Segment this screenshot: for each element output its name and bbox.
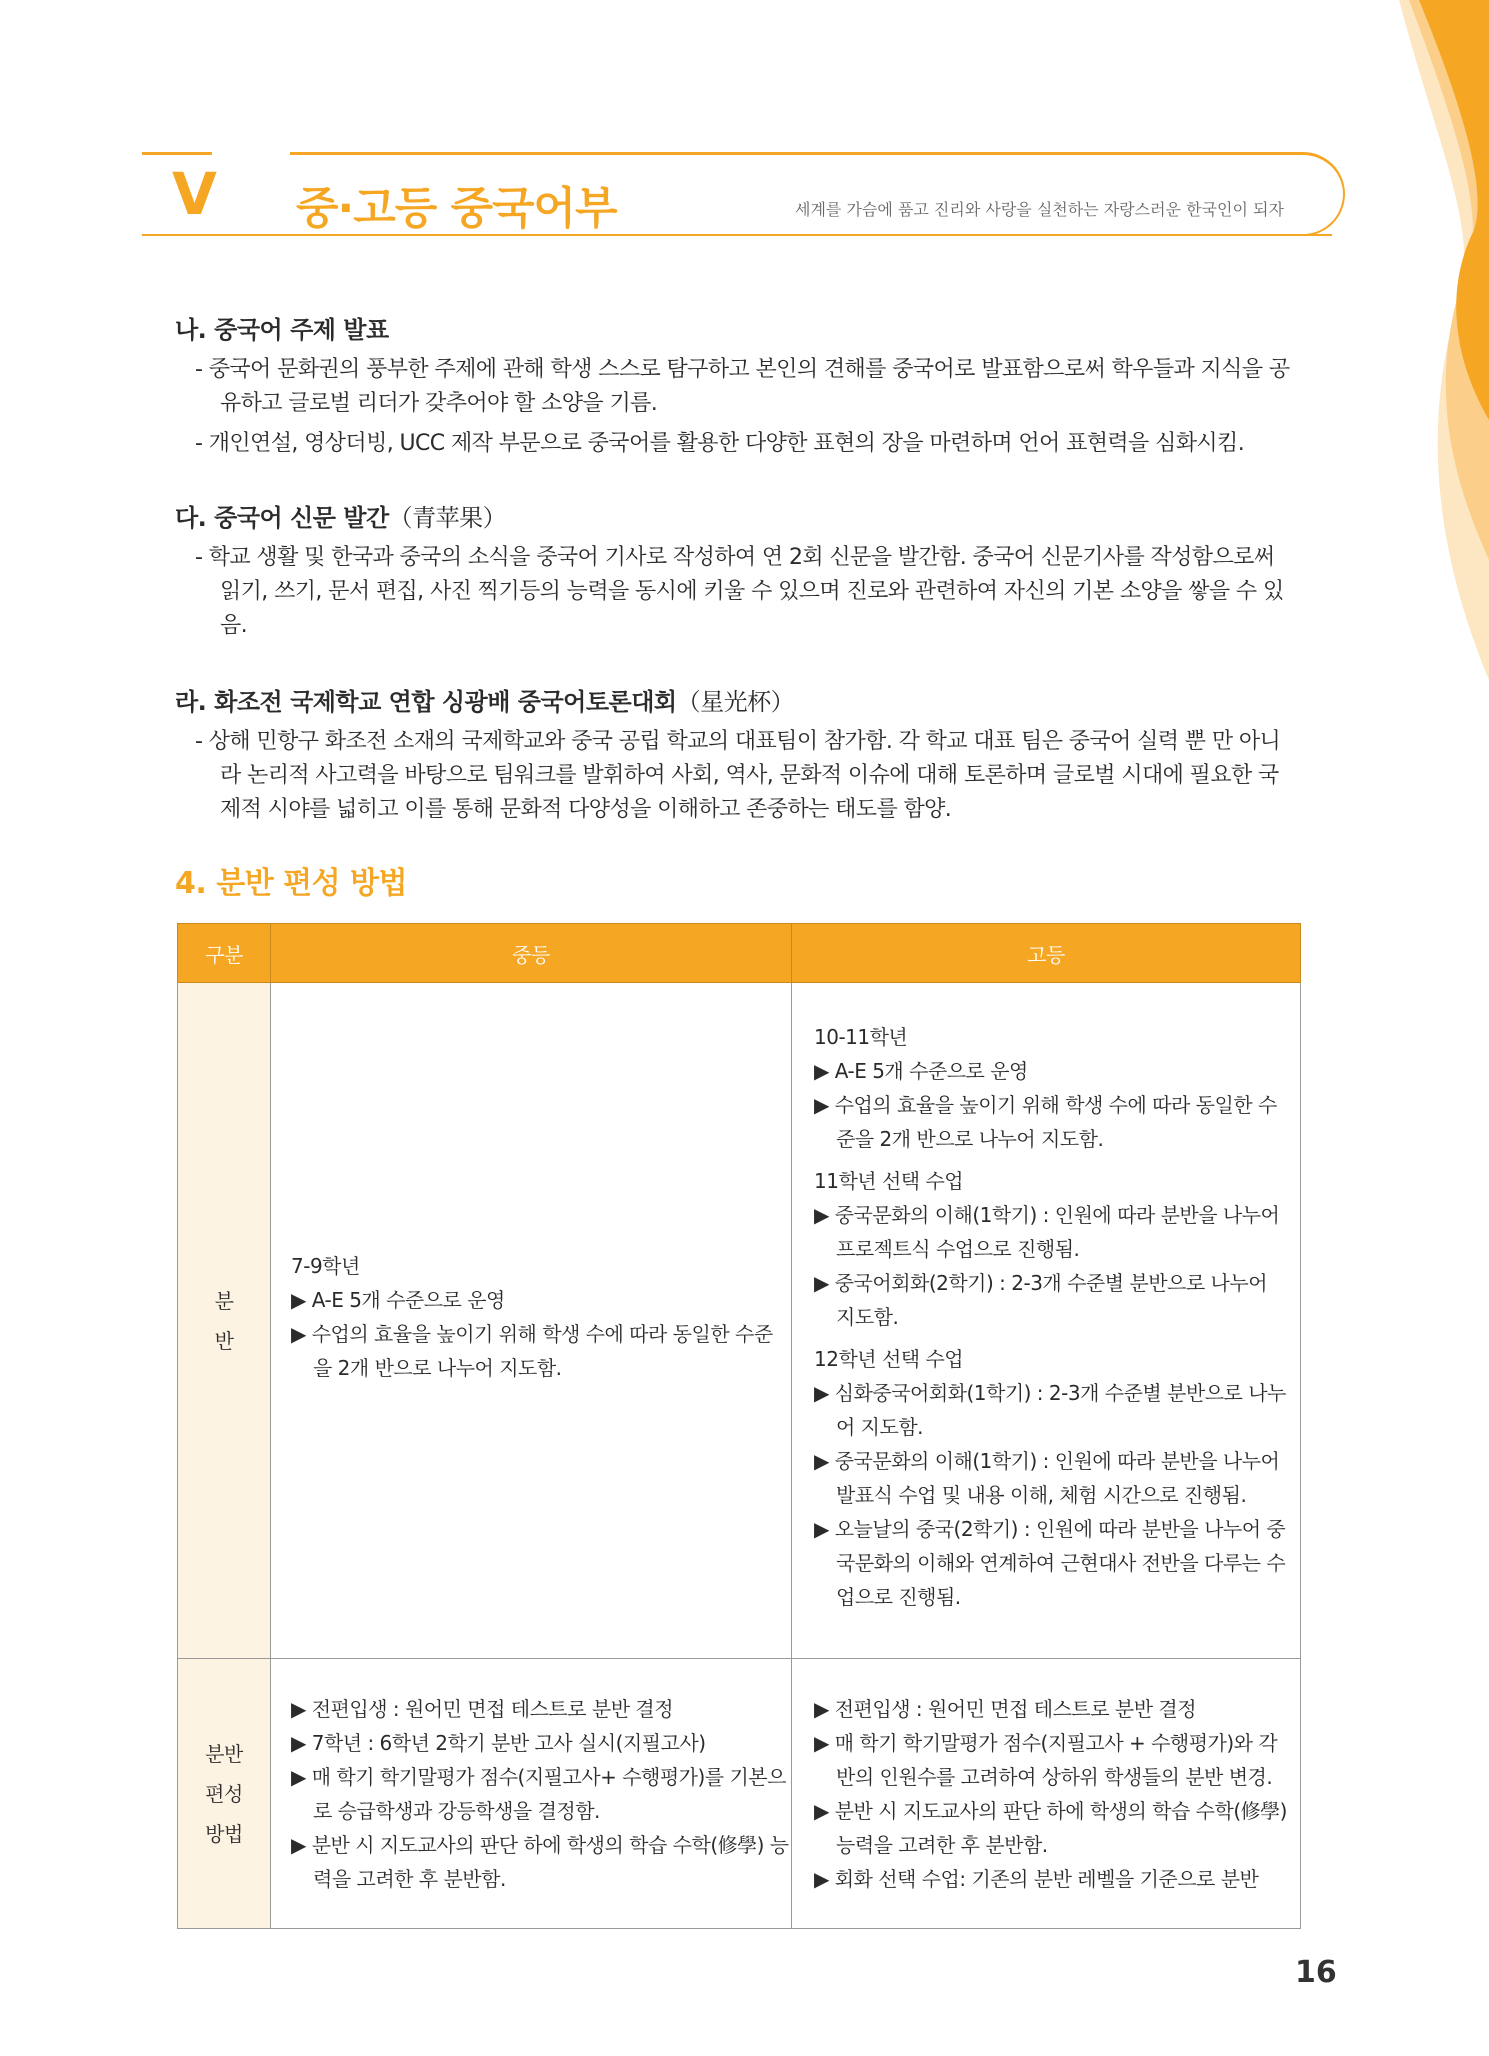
row-label-line: 분반 [205,1741,243,1766]
decorative-wave-graphic [1399,0,1489,680]
school-motto: 세계를 가슴에 품고 진리와 사랑을 실천하는 자랑스러운 한국인이 되자 [795,200,1284,219]
chapter-title: 중·고등 중국어부 [296,183,617,234]
list-item: ▶ A-E 5개 수준으로 운영 [291,1287,505,1312]
class-grouping-table [177,923,1301,1929]
chapter-number: V [172,160,217,228]
row-label-line: 방법 [205,1821,243,1846]
middle-school-split-cell [271,983,792,1659]
grade-heading: 10-11학년 [814,1024,908,1049]
row-label-line: 분 [214,1288,234,1313]
list-item: ▶ 회화 선택 수업: 기존의 분반 레벨을 기준으로 분반 [814,1866,1259,1891]
list-item: ▶ 전편입생 : 원어민 면접 테스트로 분반 결정 [291,1696,674,1721]
chapter-header-curve [1265,152,1345,236]
section-heading: 다. 중국어 신문 발간（青苹果） [175,504,507,532]
row-label-line: 반 [214,1328,234,1353]
section-paragraph: - 개인연설, 영상더빙, UCC 제작 부문으로 중국어를 활용한 다양한 표현의 장을 마련하며 언어 표현력을 심화시킴. [195,431,1245,456]
section-paragraph: - 학교 생활 및 한국과 중국의 소식을 중국어 기사로 작성하여 연 2회 신문을 발간함. 중국어 신문기사를 작성함으로써 읽기, 쓰기, 문서 편집, 사진 찍기등의 능력을 동시에 키울 수 있으며 진로와 관련하여 자신의 기본 소양을 쌓을 수 있음. [195,545,1284,638]
list-item: ▶ 중국문화의 이해(1학기) : 인원에 따라 분반을 나누어 프로젝트식 수업으로 진행됨. [814,1202,1280,1261]
header-high-school: 고등 [792,924,1301,983]
list-item: ▶ 중국문화의 이해(1학기) : 인원에 따라 분반을 나누어 발표식 수업 및 내용 이해, 체험 시간으로 진행됨. [814,1448,1280,1507]
middle-school-method-cell [271,1659,792,1929]
subsection-title: 4. 분반 편성 방법 [175,866,407,901]
page-number: 16 [1295,1955,1337,1990]
grade-heading: 12학년 선택 수업 [814,1346,964,1371]
section-heading: 나. 중국어 주제 발표 [175,316,389,344]
section-heading: 라. 화조전 국제학교 연합 싱광배 중국어토론대회（星光杯） [175,688,795,716]
row-label-grouping-method [178,1659,271,1929]
section-newspaper [175,498,1295,649]
table-header-row [178,924,1301,983]
list-item: ▶ 오늘날의 중국(2학기) : 인원에 따라 분반을 나누어 중국문화의 이해와 연계하여 근현대사 전반을 다루는 수업으로 진행됨. [814,1516,1286,1609]
grade-block [814,1342,1290,1614]
section-paragraph: - 상해 민항구 화조전 소재의 국제학교와 중국 공립 학교의 대표팀이 참가함. 각 학교 대표 팀은 중국어 실력 뿐 만 아니라 논리적 사고력을 바탕으로 팀워크를 발휘하여 사회, 역사, 문화적 이슈에 대해 토론하며 글로벌 시대에 필요한 국제적 시야를 넓히고 이를 통해 문화적 다양성을 이해하고 존중하는 태도를 함양. [195,729,1281,822]
header-category: 구분 [178,924,271,983]
grade-block [814,1020,1290,1156]
list-item: ▶ 매 학기 학기말평가 점수(지필고사 + 수행평가)와 각 반의 인원수를 고려하여 상하위 학생들의 분반 변경. [814,1730,1278,1789]
grade-block [814,1164,1290,1334]
grade-block [291,1249,791,1385]
row-label-split [178,983,271,1659]
high-school-method-cell [792,1659,1301,1929]
list-item: ▶ 중국어회화(2학기) : 2-3개 수준별 분반으로 나누어 지도함. [814,1270,1268,1329]
grade-heading: 11학년 선택 수업 [814,1168,964,1193]
section-topic-presentation [175,310,1295,467]
section-heading-hanzi: （星光杯） [676,688,795,716]
list-item: ▶ 수업의 효율을 높이기 위해 학생 수에 따라 동일한 수준을 2개 반으로 나누어 지도함. [814,1092,1277,1151]
section-paragraph: - 중국어 문화권의 풍부한 주제에 관해 학생 스스로 탐구하고 본인의 견해를 중국어로 발표함으로써 학우들과 지식을 공유하고 글로벌 리더가 갖추어야 할 소양을 기름. [195,357,1290,416]
list-item: ▶ 분반 시 지도교사의 판단 하에 학생의 학습 수학(修學) 능력을 고려한 후 분반함. [291,1832,789,1891]
section-debate-contest [175,682,1295,833]
high-school-split-cell [792,983,1301,1659]
section-heading-hanzi: （青苹果） [388,504,507,532]
list-item: ▶ 7학년 : 6학년 2학기 분반 고사 실시(지필고사) [291,1730,706,1755]
list-item: ▶ 분반 시 지도교사의 판단 하에 학생의 학습 수학(修學) 능력을 고려한 후 분반함. [814,1798,1287,1857]
table-row-class-split [178,983,1301,1659]
list-item: ▶ A-E 5개 수준으로 운영 [814,1058,1028,1083]
list-item: ▶ 전편입생 : 원어민 면접 테스트로 분반 결정 [814,1696,1197,1721]
table-row-grouping-method [178,1659,1301,1929]
list-item: ▶ 심화중국어회화(1학기) : 2-3개 수준별 분반으로 나누어 지도함. [814,1380,1286,1439]
header-middle-school: 중등 [271,924,792,983]
list-item: ▶ 수업의 효율을 높이기 위해 학생 수에 따라 동일한 수준을 2개 반으로 나누어 지도함. [291,1321,773,1380]
grade-heading: 7-9학년 [291,1253,360,1278]
row-label-line: 편성 [205,1781,243,1806]
list-item: ▶ 매 학기 학기말평가 점수(지필고사+ 수행평가)를 기본으로 승급학생과 강등학생을 결정함. [291,1764,786,1823]
